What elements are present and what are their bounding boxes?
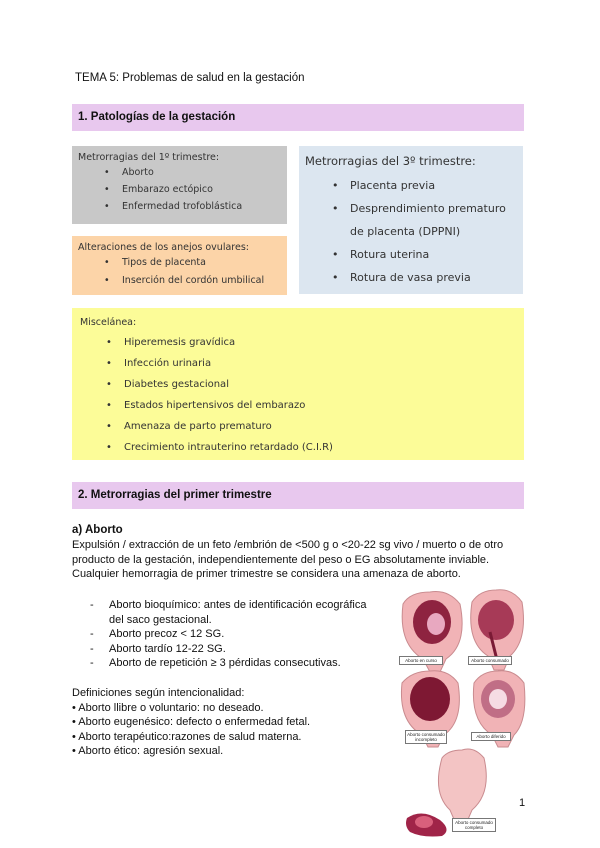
illustration-label: Aborto consumado incompleto: [405, 730, 447, 744]
illustration-label: Aborto en curso: [399, 656, 443, 665]
list-item: • Crecimiento intrauterino retardado (C.I.R): [124, 437, 524, 458]
box-miscellaneous: [72, 308, 524, 460]
box-misc-title: Miscelánea:: [80, 317, 137, 328]
aborto-threat-note: Cualquier hemorragia de primer trimestre se considera una amenaza de aborto.: [72, 568, 461, 580]
box-ovular-title: Alteraciones de los anejos ovulares:: [78, 242, 249, 253]
list-item: • Aborto eugenésico: defecto o enfermedad fetal.: [72, 716, 311, 728]
document-title: TEMA 5: Problemas de salud en la gestación: [75, 72, 305, 84]
list-item: - Aborto bioquímico: antes de identificación ecográfica del saco gestacional.: [90, 598, 370, 627]
list-item: • Estados hipertensivos del embarazo: [124, 395, 524, 416]
aborto-types-list: [90, 598, 370, 671]
list-item: • Rotura de vasa previa: [350, 266, 523, 289]
section-2-title: 2. Metrorragias del primer trimestre: [78, 489, 272, 501]
definitions-title: Definiciones según intencionalidad:: [72, 687, 245, 699]
list-item: • Embarazo ectópico: [122, 184, 287, 195]
list-item: • Desprendimiento prematuro de placenta (DPPNI): [350, 197, 523, 243]
list-item: • Rotura uterina: [350, 243, 523, 266]
list-item: • Amenaza de parto prematuro: [124, 416, 524, 437]
section-2-heading: [72, 482, 524, 509]
illustration-label: Aborto diferido: [471, 732, 511, 741]
list-item: • Diabetes gestacional: [124, 374, 524, 395]
aborto-definition: Expulsión / extracción de un feto /embrión de <500 g o <20-22 sg vivo / muerto o de otro producto de la gestación, independientemente del peso o EG absolutamente inviable.: [72, 539, 504, 566]
list-item: • Infección urinaria: [124, 353, 524, 374]
list-item: • Hiperemesis gravídica: [124, 332, 524, 353]
box-third-trimester-title: Metrorragias del 3º trimestre:: [305, 154, 476, 168]
illustration-label: Aborto consumado completo: [452, 818, 496, 832]
list-item: • Inserción del cordón umbilical: [122, 275, 287, 286]
section-1-title: 1. Patologías de la gestación: [78, 111, 236, 123]
section-1-heading: [72, 104, 524, 131]
list-item: • Aborto ético: agresión sexual.: [72, 745, 224, 757]
list-item: - Aborto tardío 12-22 SG.: [90, 642, 370, 657]
list-item: • Aborto terapéutico:razones de salud materna.: [72, 730, 302, 743]
illustration-label: Aborto consumado: [468, 656, 512, 665]
list-item: • Aborto: [122, 167, 287, 178]
list-item: • Tipos de placenta: [122, 257, 287, 268]
list-item: - Aborto precoz < 12 SG.: [90, 627, 370, 642]
list-item: • Enfermedad trofoblástica: [122, 201, 287, 212]
box-ovular-annexes: [72, 236, 287, 295]
page-number: 1: [519, 797, 526, 809]
list-item: - Aborto de repetición ≥ 3 pérdidas consecutivas.: [90, 656, 370, 671]
definitions-list: [72, 686, 372, 759]
list-item: • Placenta previa: [350, 174, 523, 197]
box-first-trimester-title: Metrorragias del 1º trimestre:: [78, 152, 220, 163]
aborto-heading: a) Aborto: [72, 524, 123, 536]
box-third-trimester: [299, 146, 523, 294]
list-item: • Aborto llibre o voluntario: no deseado.: [72, 701, 264, 714]
box-first-trimester: [72, 146, 287, 224]
